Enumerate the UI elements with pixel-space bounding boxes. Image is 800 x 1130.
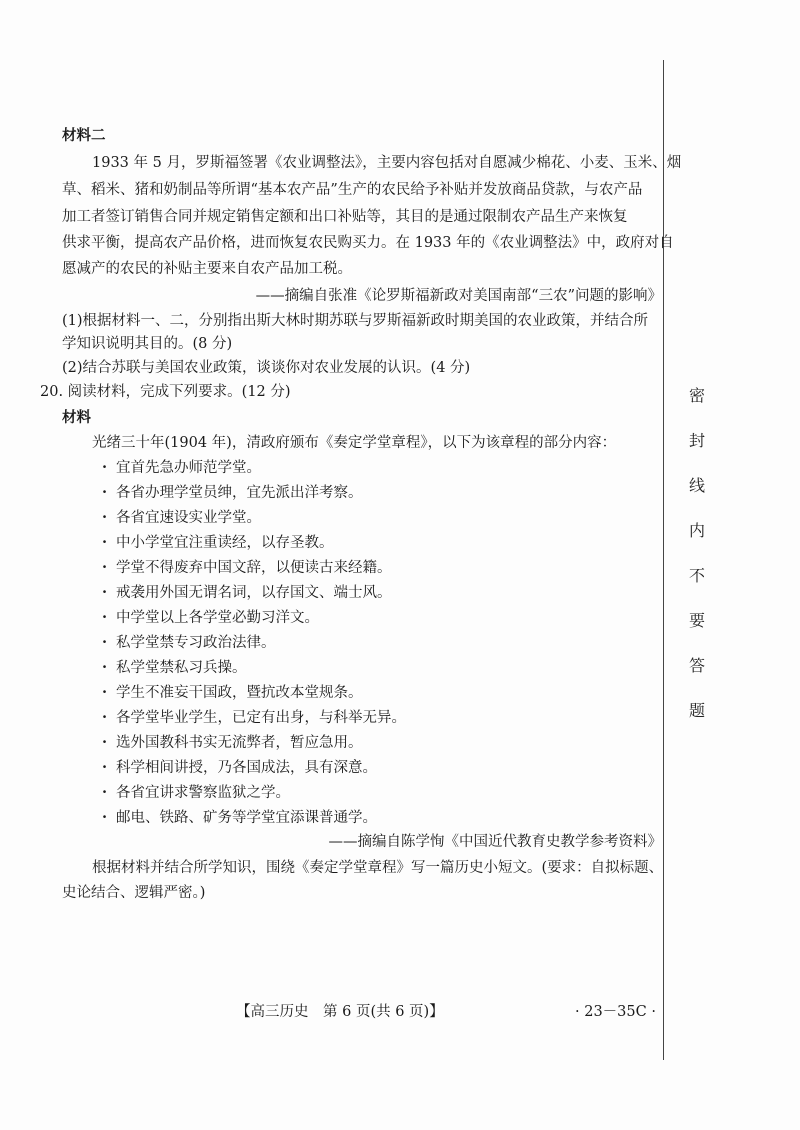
page-footer-label: 【高三历史 第 6 页(共 6 页)】	[236, 1004, 444, 1020]
list-item	[102, 533, 334, 553]
binding-line	[663, 60, 664, 1060]
seal-char: 要	[688, 611, 705, 630]
bullet-mark: ·	[102, 484, 108, 501]
list-item	[102, 733, 363, 753]
list-item	[102, 708, 406, 728]
bullet-text: 选外国教科书实无流弊者，暂应急用。	[116, 735, 363, 751]
material2-line: 供求平衡，提高农产品价格，进而恢复农民购买力。在 1933 年的《农业调整法》中，政府对自	[62, 235, 674, 251]
bullet-mark: ·	[102, 684, 108, 701]
bullet-mark: ·	[102, 634, 108, 651]
q20-source: ——摘编自陈学恂《中国近代教育史教学参考资料》	[328, 834, 662, 850]
bullet-text: 邮电、铁路、矿务等学堂宜添课普通学。	[116, 810, 377, 826]
q20-intro: 光绪三十年(1904 年)，清政府颁布《奏定学堂章程》，以下为该章程的部分内容：	[92, 435, 617, 451]
list-item	[102, 683, 363, 703]
q20-material-heading: 材料	[62, 410, 91, 426]
seal-char: 题	[688, 701, 705, 720]
material2-line: 加工者签订销售合同并规定销售定额和出口补贴等，其目的是通过限制农产品生产来恢复	[62, 209, 628, 225]
seal-char: 密	[688, 386, 705, 405]
q20-task-line: 根据材料并结合所学知识，围绕《奏定学堂章程》写一篇历史小短文。(要求：自拟标题、	[92, 860, 664, 876]
bullet-text: 戒袭用外国无谓名词，以存国文、端士风。	[116, 585, 392, 601]
bullet-mark: ·	[102, 809, 108, 826]
bullet-text: 科学相间讲授，乃各国成法，具有深意。	[116, 760, 377, 776]
bullet-text: 各省办理学堂员绅，宜先派出洋考察。	[116, 485, 363, 501]
seal-char: 不	[688, 566, 705, 585]
list-item	[102, 783, 290, 803]
list-item	[102, 508, 261, 528]
bullet-mark: ·	[102, 609, 108, 626]
bullet-mark: ·	[102, 734, 108, 751]
bullet-text: 中学堂以上各学堂必勤习洋文。	[116, 610, 319, 626]
bullet-mark: ·	[102, 459, 108, 476]
bullet-text: 学堂不得废弃中国文辞，以便读古来经籍。	[116, 560, 392, 576]
material2-line: 愿减产的农民的补贴主要来自农产品加工税。	[62, 261, 352, 277]
material2-line: 1933 年 5 月，罗斯福签署《农业调整法》，主要内容包括对自愿减少棉花、小麦、玉米、烟	[92, 155, 682, 171]
q19-part1-line: (1)根据材料一、二，分别指出斯大林时期苏联与罗斯福新政时期美国的农业政策，并结合所	[62, 313, 649, 329]
bullet-text: 各省宜速设实业学堂。	[116, 510, 261, 526]
list-item	[102, 483, 363, 503]
bullet-mark: ·	[102, 584, 108, 601]
list-item	[102, 558, 392, 578]
material2-line: 草、稻米、猪和奶制品等所谓“基本农产品”生产的农民给予补贴并发放商品贷款，与农产品	[62, 182, 643, 198]
bullet-mark: ·	[102, 534, 108, 551]
list-item	[102, 808, 377, 828]
bullet-text: 各省宜讲求警察监狱之学。	[116, 785, 290, 801]
list-item	[102, 608, 319, 628]
seal-char: 封	[688, 431, 705, 450]
material2-source: ——摘编自张准《论罗斯福新政对美国南部“三农”问题的影响》	[255, 288, 662, 304]
list-item	[102, 583, 392, 603]
bullet-mark: ·	[102, 709, 108, 726]
seal-line-notice	[683, 388, 711, 748]
seal-char: 线	[688, 476, 705, 495]
bullet-text: 宜首先急办师范学堂。	[116, 460, 261, 476]
q20-title: 20. 阅读材料，完成下列要求。(12 分)	[40, 384, 291, 400]
bullet-text: 中小学堂宜注重读经，以存圣教。	[116, 535, 334, 551]
bullet-text: 学生不准妄干国政，暨抗改本堂规条。	[116, 685, 363, 701]
bullet-mark: ·	[102, 784, 108, 801]
list-item	[102, 758, 377, 778]
bullet-text: 私学堂禁私习兵操。	[116, 660, 247, 676]
bullet-mark: ·	[102, 659, 108, 676]
material2-heading: 材料二	[62, 128, 106, 144]
q20-task-line: 史论结合、逻辑严密。)	[62, 885, 206, 901]
q19-part2: (2)结合苏联与美国农业政策，谈谈你对农业发展的认识。(4 分)	[62, 360, 471, 376]
bullet-mark: ·	[102, 509, 108, 526]
list-item	[102, 458, 261, 478]
list-item	[102, 633, 276, 653]
bullet-text: 私学堂禁专习政治法律。	[116, 635, 276, 651]
q19-part1-line: 学知识说明其目的。(8 分)	[62, 336, 233, 352]
bullet-text: 各学堂毕业学生，已定有出身，与科举无异。	[116, 710, 406, 726]
seal-char: 内	[688, 521, 705, 540]
page-footer-code: · 23－35C ·	[575, 1004, 656, 1020]
bullet-mark: ·	[102, 559, 108, 576]
bullet-mark: ·	[102, 759, 108, 776]
list-item	[102, 658, 247, 678]
seal-char: 答	[688, 656, 705, 675]
